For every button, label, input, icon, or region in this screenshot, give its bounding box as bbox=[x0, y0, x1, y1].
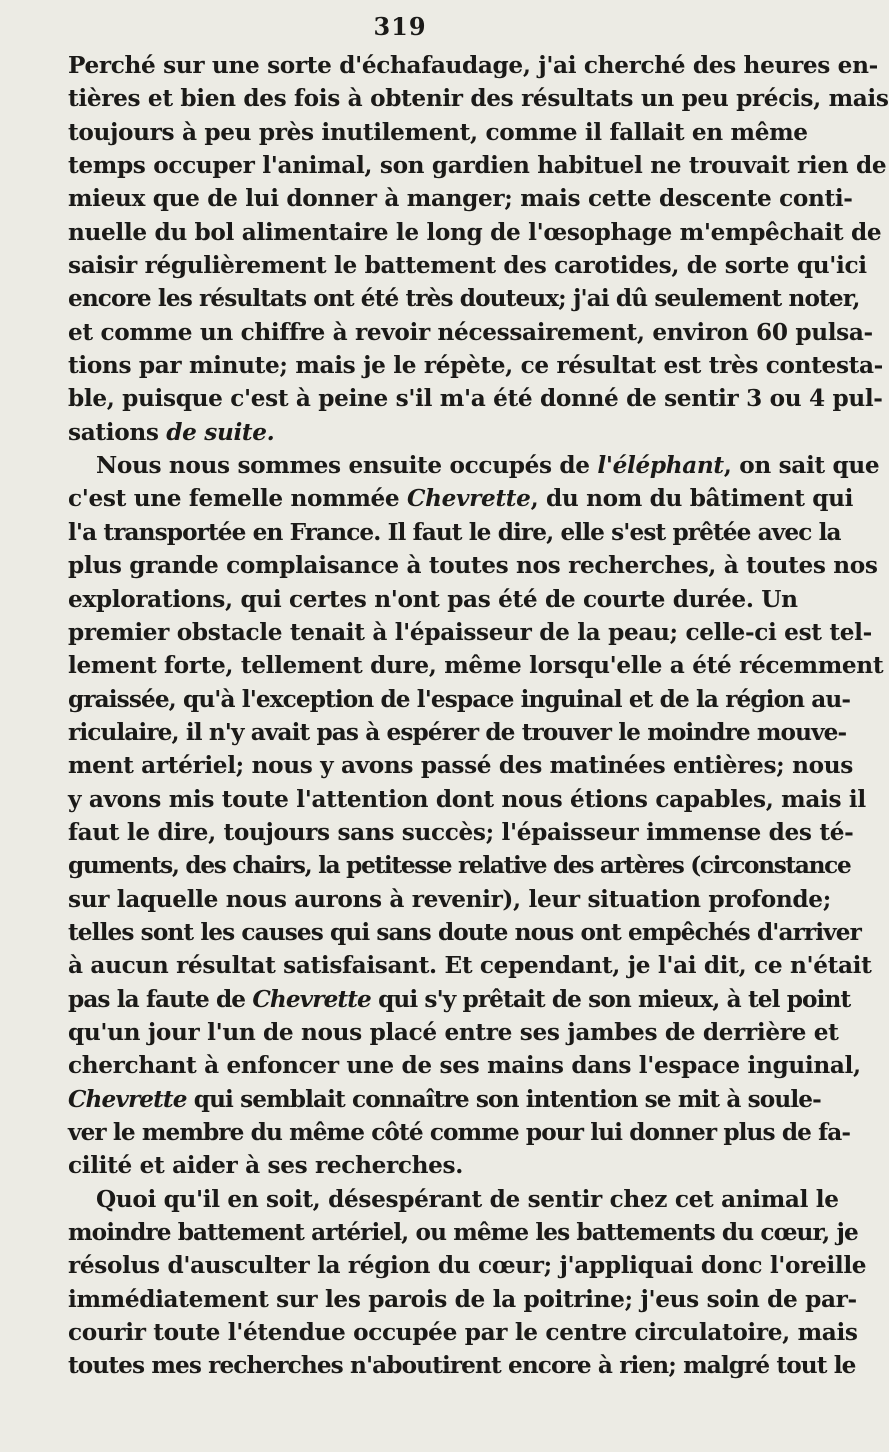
text-line: Quoi qu'il en soit, désespérant de sentir chez cet animal le bbox=[96, 1185, 839, 1213]
text-line: tions par minute; mais je le répète, ce résultat est très contesta- bbox=[68, 352, 883, 380]
text-line bbox=[68, 1083, 821, 1116]
text-line: ver le membre du même côté comme pour lui donner plus de fa- bbox=[68, 1119, 851, 1146]
text-line: graissée, qu'à l'exception de l'espace inguinal et de la région au- bbox=[68, 685, 851, 713]
text-line: riculaire, il n'y avait pas à espérer de trouver le moindre mouve- bbox=[68, 718, 847, 746]
text-line: qu'un jour l'un de nous placé entre ses jambes de derrière et bbox=[68, 1018, 839, 1046]
text-line: courir toute l'étendue occupée par le centre circulatoire, mais bbox=[68, 1319, 858, 1347]
text-line: Perché sur une sorte d'échafaudage, j'ai cherché des heures en- bbox=[68, 52, 878, 79]
text-line: ble, puisque c'est à peine s'il m'a été donné de sentir 3 ou 4 pul- bbox=[68, 385, 883, 413]
text-fragment: sations bbox=[68, 418, 167, 446]
text-line: plus grande complaisance à toutes nos recherches, à toutes nos bbox=[68, 552, 878, 580]
text-line: telles sont les causes qui sans doute nous ont empêchés d'arriver bbox=[68, 918, 861, 946]
italic-text: Chevrette bbox=[407, 485, 531, 513]
text-line: sur laquelle nous aurons à revenir), leur situation profonde; bbox=[68, 885, 831, 913]
text-line: résolus d'ausculter la région du cœur; j'appliquai donc l'oreille bbox=[68, 1252, 867, 1280]
text-line: tières et bien des fois à obtenir des résultats un peu précis, mais bbox=[68, 85, 889, 113]
text-fragment: qui semblait connaître son intention se mit à soule- bbox=[186, 1085, 821, 1113]
page-number: 319 bbox=[373, 12, 427, 41]
text-fragment: qui s'y prêtait de son mieux, à tel point bbox=[370, 985, 851, 1013]
text-line: faut le dire, toujours sans succès; l'épaisseur immense des té- bbox=[68, 818, 854, 846]
text-line: cherchant à enfoncer une de ses mains dans l'espace inguinal, bbox=[68, 1052, 861, 1080]
text-fragment: c'est une femelle nommée bbox=[68, 485, 408, 513]
italic-text: de suite. bbox=[166, 418, 275, 446]
text-line: lement forte, tellement dure, même lorsqu'elle a été récemment bbox=[68, 652, 884, 680]
text-line: premier obstacle tenait à l'épaisseur de la peau; celle-ci est tel- bbox=[68, 618, 872, 646]
text-line: et comme un chiffre à revoir nécessairement, environ 60 pulsa- bbox=[68, 318, 873, 346]
text-line: explorations, qui certes n'ont pas été de courte durée. Un bbox=[68, 585, 798, 613]
text-line: l'a transportée en France. Il faut le dire, elle s'est prêtée avec la bbox=[68, 518, 841, 546]
text-line: à aucun résultat satisfaisant. Et cependant, je l'ai dit, ce n'était bbox=[68, 952, 872, 980]
text-line bbox=[68, 482, 854, 515]
text-line: nuelle du bol alimentaire le long de l'œsophage m'empêchait de bbox=[68, 218, 882, 246]
text-fragment: , du nom du bâtiment qui bbox=[530, 485, 854, 513]
text-line: guments, des chairs, la petitesse relative des artères (circonstance bbox=[68, 852, 851, 880]
text-line: immédiatement sur les parois de la poitrine; j'eus soin de par- bbox=[68, 1285, 857, 1313]
text-line bbox=[68, 416, 766, 449]
text-line: toutes mes recherches n'aboutirent encore à rien; malgré tout le bbox=[68, 1352, 856, 1380]
paragraph-1 bbox=[68, 49, 889, 449]
text-line: toujours à peu près inutilement, comme il fallait en même bbox=[68, 118, 808, 146]
paragraph-3 bbox=[68, 1183, 867, 1383]
text-line: mieux que de lui donner à manger; mais cette descente conti- bbox=[68, 185, 853, 213]
italic-text: Chevrette bbox=[252, 985, 371, 1013]
text-line: moindre battement artériel, ou même les battements du cœur, je bbox=[68, 1219, 858, 1247]
paragraph-2 bbox=[68, 449, 884, 1183]
italic-text: Chevrette bbox=[68, 1085, 187, 1113]
text-line: encore les résultats ont été très douteux; j'ai dû seulement noter, bbox=[68, 285, 860, 313]
text-line bbox=[68, 449, 880, 482]
italic-text: l'éléphant bbox=[597, 452, 724, 480]
text-line bbox=[68, 983, 851, 1016]
text-fragment: Nous nous sommes ensuite occupés de bbox=[96, 452, 598, 480]
text-line: cilité et aider à ses recherches. bbox=[68, 1152, 463, 1180]
body-text bbox=[68, 49, 889, 1383]
text-fragment: pas la faute de bbox=[68, 985, 253, 1013]
text-line: temps occuper l'animal, son gardien habituel ne trouvait rien de bbox=[68, 152, 887, 180]
text-fragment: , on sait que bbox=[723, 452, 880, 480]
text-line: y avons mis toute l'attention dont nous étions capables, mais il bbox=[68, 785, 866, 813]
text-line: ment artériel; nous y avons passé des matinées entières; nous bbox=[68, 752, 853, 780]
text-line: saisir régulièrement le battement des carotides, de sorte qu'ici bbox=[68, 252, 867, 280]
